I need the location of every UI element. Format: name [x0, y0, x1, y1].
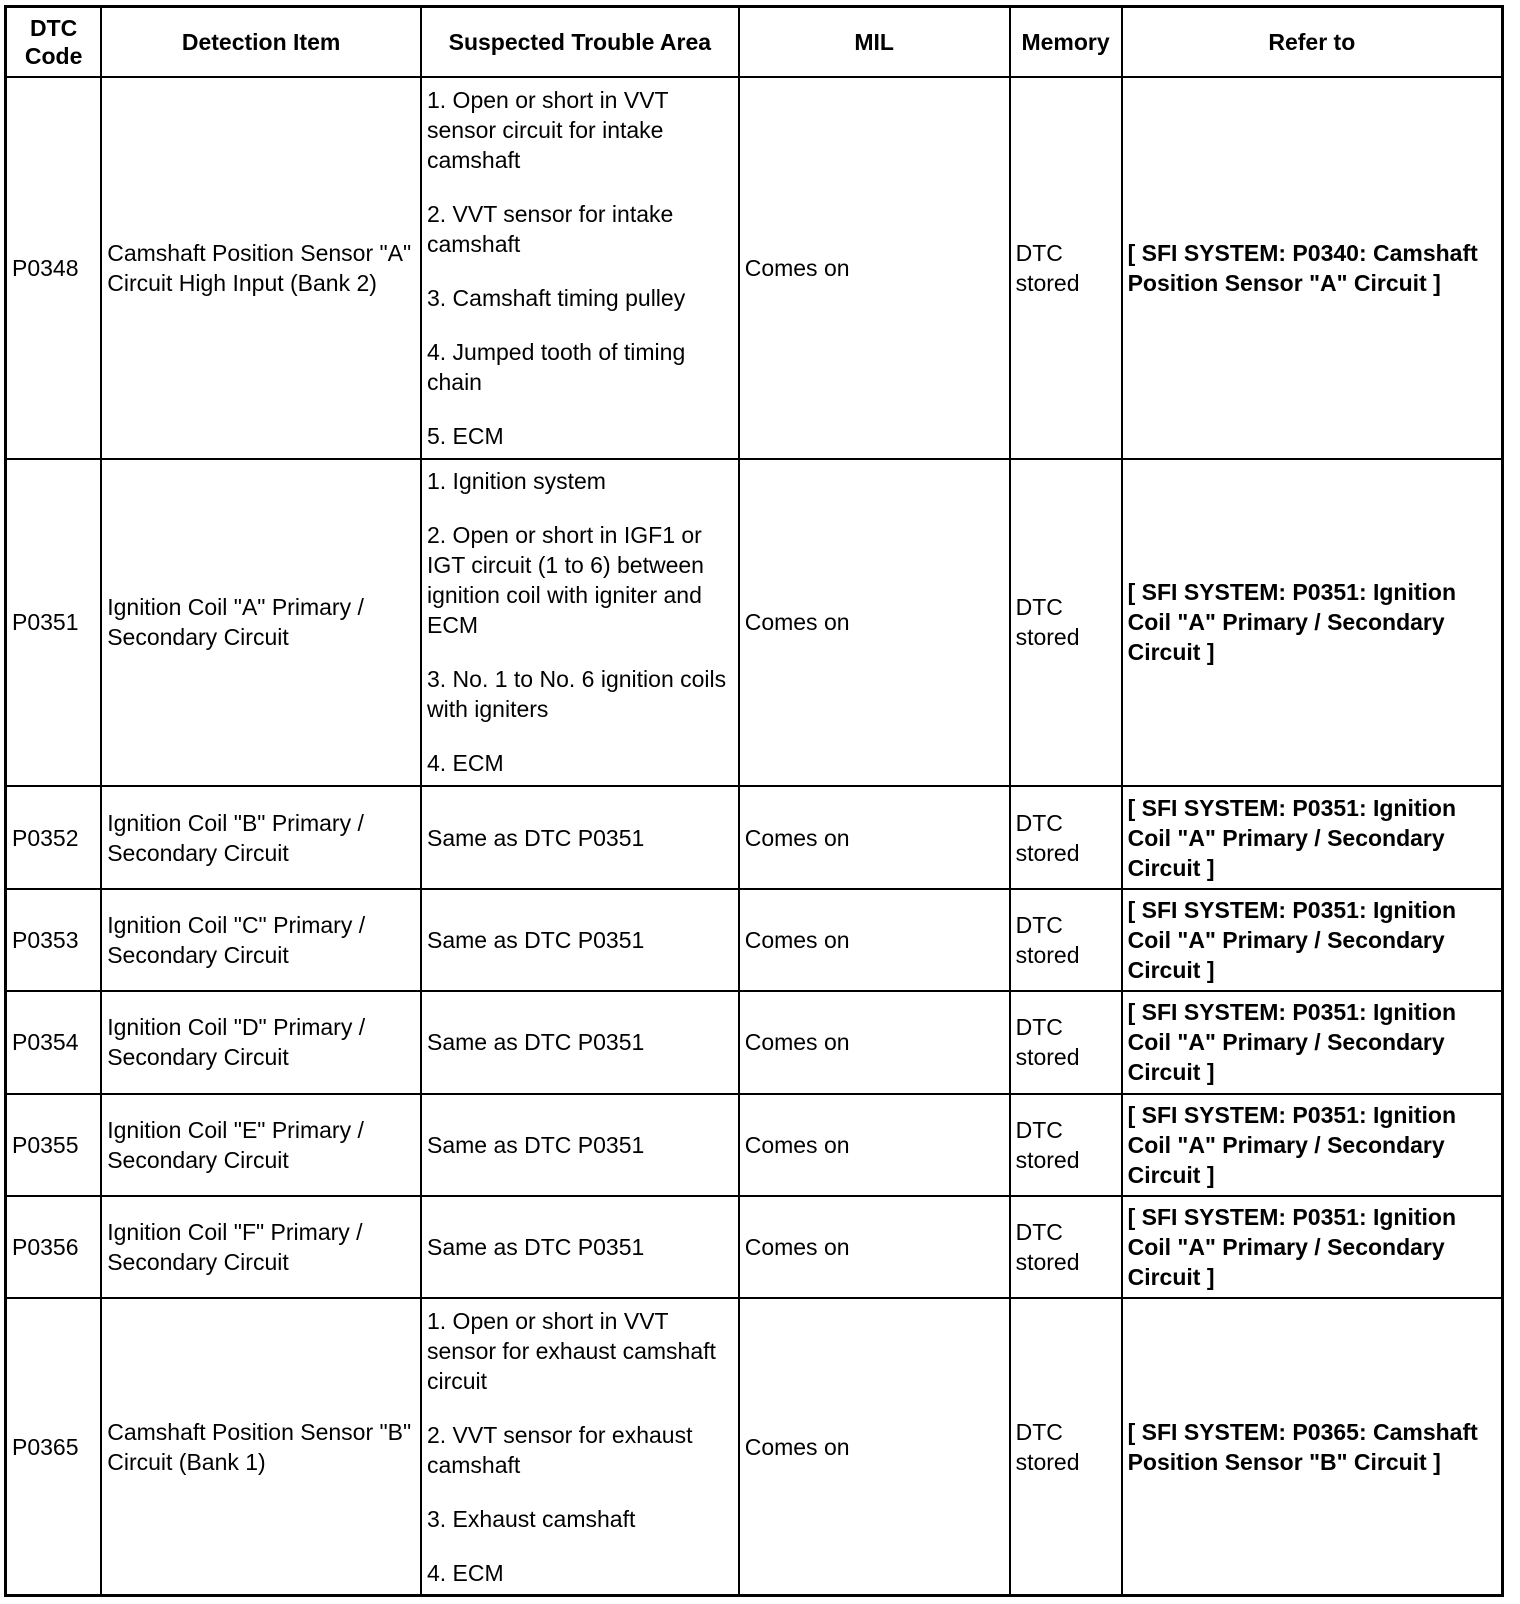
suspected-trouble-area-cell [421, 77, 739, 459]
table-body [6, 77, 1503, 1596]
trouble-area-item: 2. Open or short in IGF1 or IGT circuit (1 to 6) between ignition coil with igniter and ECM [426, 522, 704, 639]
detection-item-cell: Ignition Coil "F" Primary / Secondary Circuit [101, 1196, 421, 1298]
table-row [6, 459, 1503, 787]
memory-cell: DTC stored [1010, 991, 1122, 1093]
trouble-area-item: Same as DTC P0351 [426, 1131, 645, 1158]
refer-to-cell: [ SFI SYSTEM: P0351: Ignition Coil "A" Primary / Secondary Circuit ] [1122, 786, 1503, 888]
header-refer-to: Refer to [1122, 7, 1503, 77]
mil-cell: Comes on [739, 991, 1010, 1093]
trouble-area-item: 1. Open or short in VVT sensor circuit for intake camshaft [426, 86, 669, 173]
dtc-code-cell: P0353 [6, 889, 102, 991]
suspected-trouble-area-cell [421, 1094, 739, 1196]
dtc-code-cell: P0348 [6, 77, 102, 459]
dtc-table [4, 5, 1504, 1597]
mil-cell: Comes on [739, 1298, 1010, 1595]
suspected-trouble-area-cell [421, 786, 739, 888]
dtc-code-cell: P0351 [6, 459, 102, 787]
trouble-area-item: Same as DTC P0351 [426, 926, 645, 953]
memory-cell: DTC stored [1010, 889, 1122, 991]
trouble-area-item: 3. Camshaft timing pulley [426, 284, 686, 311]
trouble-area-item: 2. VVT sensor for intake camshaft [426, 200, 674, 257]
detection-item-cell: Ignition Coil "D" Primary / Secondary Circuit [101, 991, 421, 1093]
detection-item-cell: Ignition Coil "A" Primary / Secondary Circuit [101, 459, 421, 787]
detection-item-cell: Ignition Coil "E" Primary / Secondary Circuit [101, 1094, 421, 1196]
trouble-area-item: Same as DTC P0351 [426, 824, 645, 851]
dtc-code-cell: P0352 [6, 786, 102, 888]
header-detection-item: Detection Item [101, 7, 421, 77]
trouble-area-item: Same as DTC P0351 [426, 1029, 645, 1056]
suspected-trouble-area-cell [421, 459, 739, 787]
trouble-area-item: Same as DTC P0351 [426, 1234, 645, 1261]
mil-cell: Comes on [739, 889, 1010, 991]
header-suspected-trouble-area: Suspected Trouble Area [421, 7, 739, 77]
suspected-trouble-area-cell [421, 889, 739, 991]
detection-item-cell: Camshaft Position Sensor "A" Circuit High Input (Bank 2) [101, 77, 421, 459]
suspected-trouble-area-cell [421, 1196, 739, 1298]
header-memory: Memory [1010, 7, 1122, 77]
table-row [6, 1094, 1503, 1196]
suspected-trouble-area-cell [421, 991, 739, 1093]
detection-item-cell: Ignition Coil "C" Primary / Secondary Circuit [101, 889, 421, 991]
memory-cell: DTC stored [1010, 459, 1122, 787]
dtc-code-cell: P0355 [6, 1094, 102, 1196]
refer-to-cell: [ SFI SYSTEM: P0351: Ignition Coil "A" Primary / Secondary Circuit ] [1122, 1094, 1503, 1196]
table-row [6, 77, 1503, 459]
memory-cell: DTC stored [1010, 1094, 1122, 1196]
memory-cell: DTC stored [1010, 786, 1122, 888]
detection-item-cell: Camshaft Position Sensor "B" Circuit (Bank 1) [101, 1298, 421, 1595]
trouble-area-item: 2. VVT sensor for exhaust camshaft [426, 1421, 693, 1478]
table-row [6, 786, 1503, 888]
trouble-area-item: 4. Jumped tooth of timing chain [426, 338, 686, 395]
header-dtc-code: DTC Code [6, 7, 102, 77]
table-row [6, 1298, 1503, 1595]
trouble-area-item: 3. No. 1 to No. 6 ignition coils with igniters [426, 666, 727, 723]
header-row [6, 7, 1503, 77]
refer-to-cell: [ SFI SYSTEM: P0351: Ignition Coil "A" Primary / Secondary Circuit ] [1122, 459, 1503, 787]
table-row [6, 889, 1503, 991]
trouble-area-item: 4. ECM [426, 750, 504, 777]
table-row [6, 991, 1503, 1093]
refer-to-cell: [ SFI SYSTEM: P0365: Camshaft Position Sensor "B" Circuit ] [1122, 1298, 1503, 1595]
refer-to-cell: [ SFI SYSTEM: P0351: Ignition Coil "A" Primary / Secondary Circuit ] [1122, 1196, 1503, 1298]
table-row [6, 1196, 1503, 1298]
detection-item-cell: Ignition Coil "B" Primary / Secondary Circuit [101, 786, 421, 888]
mil-cell: Comes on [739, 1196, 1010, 1298]
trouble-area-item: 1. Open or short in VVT sensor for exhaust camshaft circuit [426, 1307, 716, 1394]
memory-cell: DTC stored [1010, 77, 1122, 459]
memory-cell: DTC stored [1010, 1196, 1122, 1298]
suspected-trouble-area-cell [421, 1298, 739, 1595]
mil-cell: Comes on [739, 77, 1010, 459]
mil-cell: Comes on [739, 786, 1010, 888]
trouble-area-item: 3. Exhaust camshaft [426, 1505, 636, 1532]
dtc-code-cell: P0354 [6, 991, 102, 1093]
dtc-code-cell: P0356 [6, 1196, 102, 1298]
header-mil: MIL [739, 7, 1010, 77]
refer-to-cell: [ SFI SYSTEM: P0351: Ignition Coil "A" Primary / Secondary Circuit ] [1122, 991, 1503, 1093]
trouble-area-item: 5. ECM [426, 422, 504, 449]
trouble-area-item: 1. Ignition system [426, 468, 606, 495]
refer-to-cell: [ SFI SYSTEM: P0351: Ignition Coil "A" Primary / Secondary Circuit ] [1122, 889, 1503, 991]
refer-to-cell: [ SFI SYSTEM: P0340: Camshaft Position Sensor "A" Circuit ] [1122, 77, 1503, 459]
memory-cell: DTC stored [1010, 1298, 1122, 1595]
mil-cell: Comes on [739, 459, 1010, 787]
trouble-area-item: 4. ECM [426, 1559, 504, 1586]
mil-cell: Comes on [739, 1094, 1010, 1196]
dtc-code-cell: P0365 [6, 1298, 102, 1595]
